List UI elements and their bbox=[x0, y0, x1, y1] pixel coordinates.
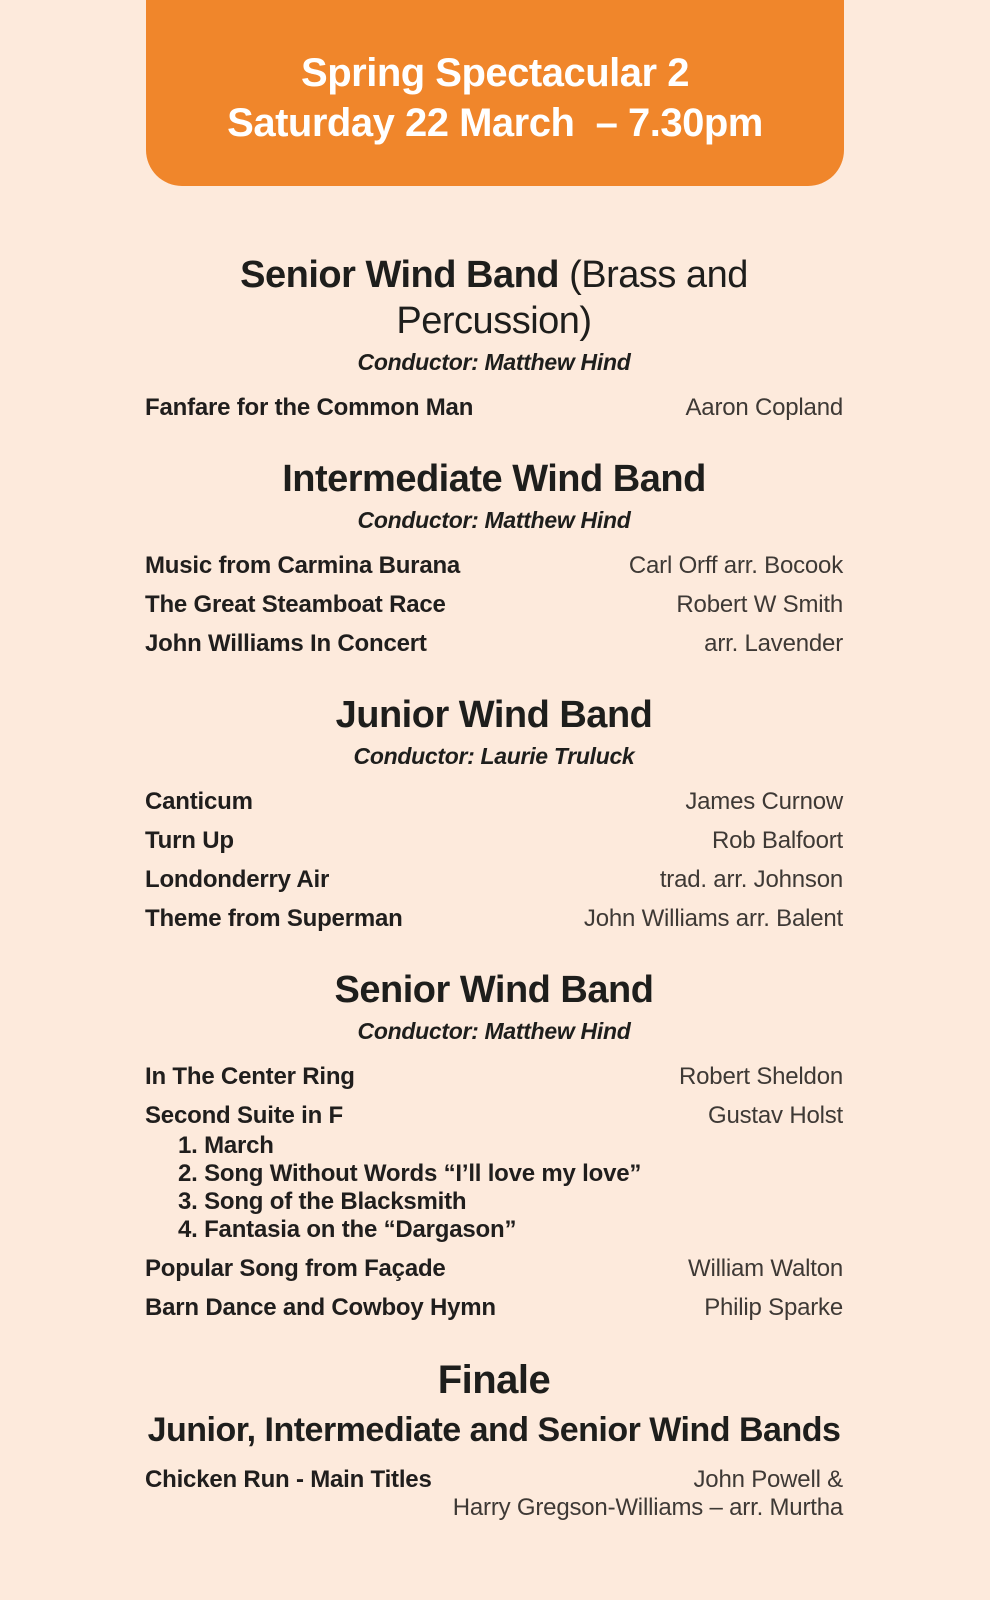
piece-composer: Gustav Holst bbox=[708, 1102, 843, 1129]
piece-row bbox=[145, 788, 843, 816]
event-title: Spring Spectacular 2 bbox=[301, 51, 689, 95]
section-senior-wind-band-brass bbox=[145, 252, 843, 422]
conductor-line: Conductor: Laurie Truluck bbox=[353, 743, 635, 769]
movement-item: 2. Song Without Words “I’ll love my love” bbox=[178, 1160, 642, 1187]
piece-list bbox=[145, 552, 843, 658]
piece-composer: William Walton bbox=[688, 1255, 843, 1282]
band-name-suffix: (Brass and Percussion) bbox=[396, 254, 748, 342]
piece-title: In The Center Ring bbox=[145, 1063, 355, 1090]
composer-line-1: John Powell & bbox=[693, 1466, 843, 1493]
piece-composer: trad. arr. Johnson bbox=[659, 866, 843, 893]
finale-heading: Finale bbox=[437, 1358, 551, 1402]
movement-item: 1. March bbox=[178, 1132, 274, 1159]
section-junior-wind-band bbox=[145, 692, 843, 933]
piece-row bbox=[145, 394, 843, 422]
movement-item: 4. Fantasia on the “Dargason” bbox=[178, 1216, 517, 1243]
piece-row bbox=[145, 630, 843, 658]
piece-row bbox=[145, 1063, 843, 1091]
piece-composer: Robert Sheldon bbox=[679, 1063, 843, 1090]
movement-list bbox=[178, 1132, 843, 1244]
band-name: Junior Wind Band bbox=[335, 694, 653, 736]
piece-title: John Williams In Concert bbox=[145, 630, 427, 657]
conductor-line: Conductor: Matthew Hind bbox=[357, 349, 631, 375]
piece-row bbox=[145, 866, 843, 894]
conductor-line: Conductor: Matthew Hind bbox=[357, 507, 631, 533]
conductor-line: Conductor: Matthew Hind bbox=[357, 1018, 631, 1044]
piece-composer: arr. Lavender bbox=[704, 630, 843, 657]
piece-title: Chicken Run - Main Titles bbox=[145, 1466, 432, 1493]
finale-subheading: Junior, Intermediate and Senior Wind Bands bbox=[147, 1411, 841, 1449]
piece-composer: John Williams arr. Balent bbox=[583, 905, 843, 932]
movement-item: 3. Song of the Blacksmith bbox=[178, 1188, 467, 1215]
piece-title: Popular Song from Façade bbox=[145, 1255, 446, 1282]
piece-row bbox=[145, 905, 843, 933]
section-intermediate-wind-band bbox=[145, 456, 843, 658]
piece-composer: James Curnow bbox=[685, 788, 843, 815]
piece-row bbox=[145, 1102, 843, 1130]
program-content bbox=[0, 186, 990, 1522]
band-heading bbox=[145, 692, 843, 738]
section-finale bbox=[145, 1356, 843, 1522]
composer-line-2: Harry Gregson-Williams – arr. Murtha bbox=[452, 1494, 843, 1521]
piece-title: Theme from Superman bbox=[145, 905, 403, 932]
band-heading bbox=[145, 252, 843, 344]
band-heading bbox=[145, 967, 843, 1013]
piece-composer: Robert W Smith bbox=[676, 591, 843, 618]
piece-composer: Carl Orff arr. Bocook bbox=[628, 552, 843, 579]
piece-title: Turn Up bbox=[145, 827, 234, 854]
piece-title: The Great Steamboat Race bbox=[145, 591, 446, 618]
piece-title: Barn Dance and Cowboy Hymn bbox=[145, 1294, 496, 1321]
piece-composer: Aaron Copland bbox=[685, 394, 843, 421]
piece-list bbox=[145, 394, 843, 422]
piece-row bbox=[145, 591, 843, 619]
piece-row bbox=[145, 1255, 843, 1283]
piece-row bbox=[145, 827, 843, 855]
piece-list bbox=[145, 1063, 843, 1322]
piece-row bbox=[145, 552, 843, 580]
piece-row bbox=[145, 1294, 843, 1322]
band-name: Senior Wind Band bbox=[240, 254, 560, 296]
section-senior-wind-band bbox=[145, 967, 843, 1322]
piece-with-movements bbox=[145, 1102, 843, 1244]
piece-composer bbox=[453, 1466, 843, 1522]
piece-row bbox=[145, 1466, 843, 1522]
event-banner bbox=[146, 0, 844, 186]
piece-composer: Philip Sparke bbox=[704, 1294, 843, 1321]
piece-title: Second Suite in F bbox=[145, 1102, 343, 1129]
band-name: Senior Wind Band bbox=[334, 969, 654, 1011]
piece-composer: Rob Balfoort bbox=[711, 827, 843, 854]
event-datetime: Saturday 22 March – 7.30pm bbox=[227, 101, 763, 145]
piece-title: Londonderry Air bbox=[145, 866, 330, 893]
piece-title: Music from Carmina Burana bbox=[145, 552, 461, 579]
piece-list bbox=[145, 1466, 843, 1522]
piece-list bbox=[145, 788, 843, 933]
piece-title: Fanfare for the Common Man bbox=[145, 394, 474, 421]
band-name: Intermediate Wind Band bbox=[282, 458, 706, 500]
piece-title: Canticum bbox=[145, 788, 253, 815]
band-heading bbox=[145, 456, 843, 502]
